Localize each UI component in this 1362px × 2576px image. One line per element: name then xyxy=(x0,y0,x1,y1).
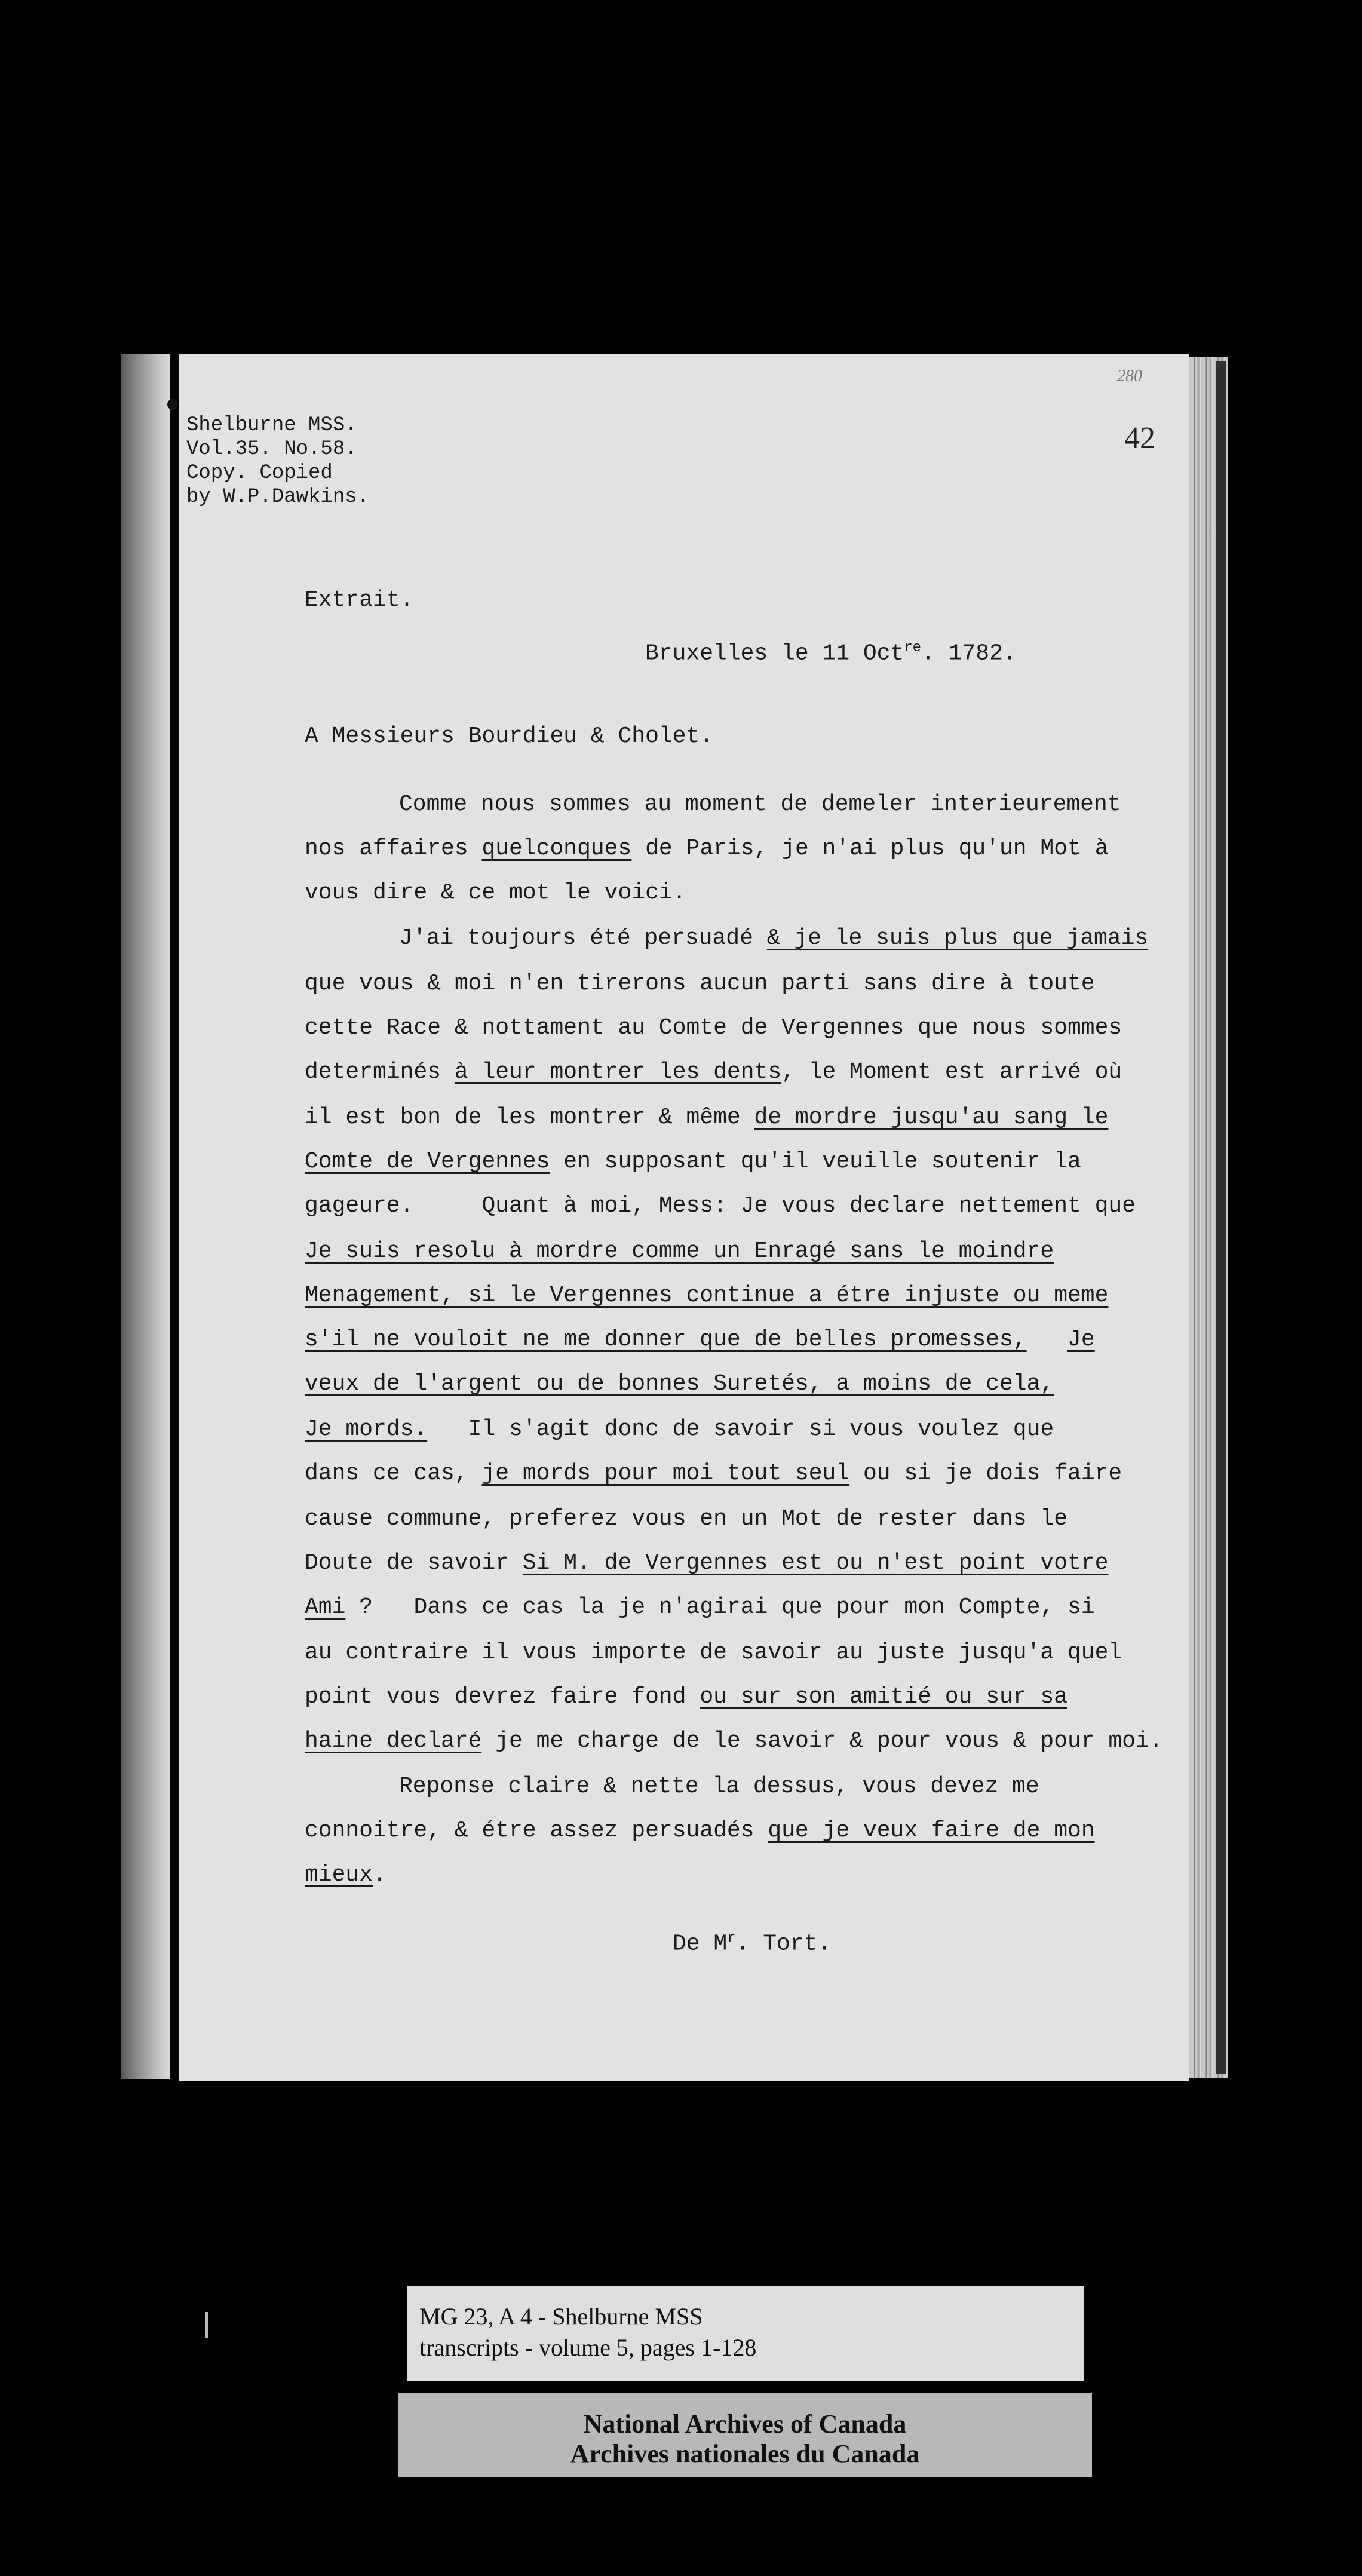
body-line: gageure. Quant à moi, Mess: Je vous declare nettement que xyxy=(305,1193,1136,1219)
text-run: en supposant qu'il veuille soutenir la xyxy=(550,1149,1081,1174)
archive-name-english: National Archives of Canada xyxy=(583,2409,907,2439)
body-line: vous dire & ce mot le voici. xyxy=(305,880,686,906)
text-run: il est bon de les montrer & même xyxy=(305,1105,754,1130)
binding-hole xyxy=(167,399,178,410)
reference-line: Vol.35. No.58. xyxy=(186,438,357,461)
underlined-text: haine declaré xyxy=(305,1728,482,1754)
body-line xyxy=(305,1148,1081,1176)
archive-label-line: transcripts - volume 5, pages 1-128 xyxy=(419,2334,757,2361)
body-line xyxy=(399,925,1148,952)
date-superscript: re xyxy=(904,640,922,656)
document-date xyxy=(645,634,1017,668)
text-run: je me charge de le savoir & pour vous & pour moi. xyxy=(481,1728,1163,1754)
archive-label-line: MG 23, A 4 - Shelburne MSS xyxy=(419,2303,703,2330)
text-run: de Paris, je n'ai plus qu'un Mot à xyxy=(631,836,1109,861)
text-run: Doute de savoir xyxy=(305,1550,523,1576)
document-heading: Extrait. xyxy=(305,587,414,613)
signature-suffix: . Tort. xyxy=(735,1931,832,1957)
body-line: Reponse claire & nette la dessus, vous devez me xyxy=(399,1774,1039,1799)
archive-name-label xyxy=(398,2393,1092,2477)
text-run: dans ce cas, xyxy=(305,1461,482,1486)
film-mark xyxy=(205,2312,208,2338)
text-run: . xyxy=(373,1862,386,1888)
underlined-text: quelconques xyxy=(481,836,632,861)
text-run: connoitre, & étre assez persuadés xyxy=(305,1818,768,1844)
underlined-text: que je veux faire de mon xyxy=(768,1818,1095,1844)
text-run: ? Dans ce cas la je n'agirai que pour mon Compte, si xyxy=(345,1594,1095,1620)
text-run: , le Moment est arrivé où xyxy=(781,1059,1122,1085)
underlined-text: Je mords. xyxy=(305,1416,428,1442)
body-line xyxy=(305,1282,1108,1310)
signature-superscript: r xyxy=(727,1930,736,1946)
body-line xyxy=(305,1104,1108,1131)
body-line xyxy=(305,1460,1122,1488)
body-line: cette Race & nottament au Comte de Vergennes que nous sommes xyxy=(305,1015,1122,1041)
document-page xyxy=(179,354,1189,2081)
underlined-text: veux de l'argent ou de bonnes Suretés, a moins de cela, xyxy=(305,1371,1054,1397)
reference-line: by W.P.Dawkins. xyxy=(186,486,370,508)
signature-prefix: De M xyxy=(673,1931,728,1957)
underlined-text: à leur montrer les dents xyxy=(454,1059,782,1085)
manuscript-reference xyxy=(186,413,369,509)
pencil-page-number: 280 xyxy=(1117,367,1142,385)
underlined-text: mieux xyxy=(305,1862,373,1888)
book-binding-edge xyxy=(121,354,170,2079)
date-suffix: . 1782. xyxy=(921,640,1017,667)
body-line xyxy=(305,1238,1054,1265)
folio-number: 42 xyxy=(1124,421,1155,455)
body-line xyxy=(305,835,1108,863)
body-line: cause commune, preferez vous en un Mot de rester dans le xyxy=(305,1506,1068,1532)
reference-line: Shelburne MSS. xyxy=(186,414,357,437)
text-run: J'ai toujours été persuadé xyxy=(399,925,767,951)
archive-reference-label xyxy=(407,2286,1084,2381)
body-line: au contraire il vous importe de savoir au juste jusqu'a quel xyxy=(305,1640,1122,1666)
underlined-text: ou sur son amitié ou sur sa xyxy=(700,1684,1068,1710)
underlined-text: Si M. de Vergennes est ou n'est point votre xyxy=(522,1550,1109,1576)
text-run: nos affaires xyxy=(305,836,482,861)
text-run: determinés xyxy=(305,1059,455,1085)
signature xyxy=(673,1925,831,1958)
date-prefix: Bruxelles le 11 Oct xyxy=(645,640,904,667)
body-line xyxy=(305,1370,1054,1398)
text-run: Il s'agit donc de savoir si vous voulez que xyxy=(427,1416,1054,1442)
underlined-text: je mords pour moi tout seul xyxy=(481,1461,850,1486)
underlined-text: Je suis resolu à mordre comme un Enragé sans le moindre xyxy=(305,1238,1054,1264)
page-edge-shadow xyxy=(1216,361,1226,2074)
text-run xyxy=(1027,1327,1067,1353)
body-line xyxy=(305,1817,1095,1845)
body-line: Comme nous sommes au moment de demeler interieurement xyxy=(399,792,1121,817)
text-run: ou si je dois faire xyxy=(849,1461,1122,1486)
underlined-text: Comte de Vergennes xyxy=(305,1149,550,1174)
text-run: point vous devrez faire fond xyxy=(305,1684,700,1710)
body-line xyxy=(305,1326,1095,1354)
underlined-text: Je xyxy=(1067,1327,1095,1353)
body-line xyxy=(305,1059,1122,1086)
underlined-text: de mordre jusqu'au sang le xyxy=(754,1105,1109,1130)
underlined-text: s'il ne vouloit ne me donner que de belles promesses, xyxy=(305,1327,1027,1353)
body-line xyxy=(305,1550,1108,1577)
salutation: A Messieurs Bourdieu & Cholet. xyxy=(305,723,714,749)
body-line: que vous & moi n'en tirerons aucun parti sans dire à toute xyxy=(305,971,1095,996)
archive-name-french: Archives nationales du Canada xyxy=(570,2439,920,2468)
body-line xyxy=(305,1862,386,1889)
body-line xyxy=(305,1594,1095,1621)
underlined-text: Ami xyxy=(305,1594,346,1620)
body-line xyxy=(305,1683,1067,1711)
body-line xyxy=(305,1728,1163,1755)
reference-line: Copy. Copied xyxy=(186,462,333,484)
underlined-text: & je le suis plus que jamais xyxy=(766,925,1149,951)
underlined-text: Menagement, si le Vergennes continue a étre injuste ou meme xyxy=(305,1283,1109,1308)
body-line xyxy=(305,1416,1054,1443)
